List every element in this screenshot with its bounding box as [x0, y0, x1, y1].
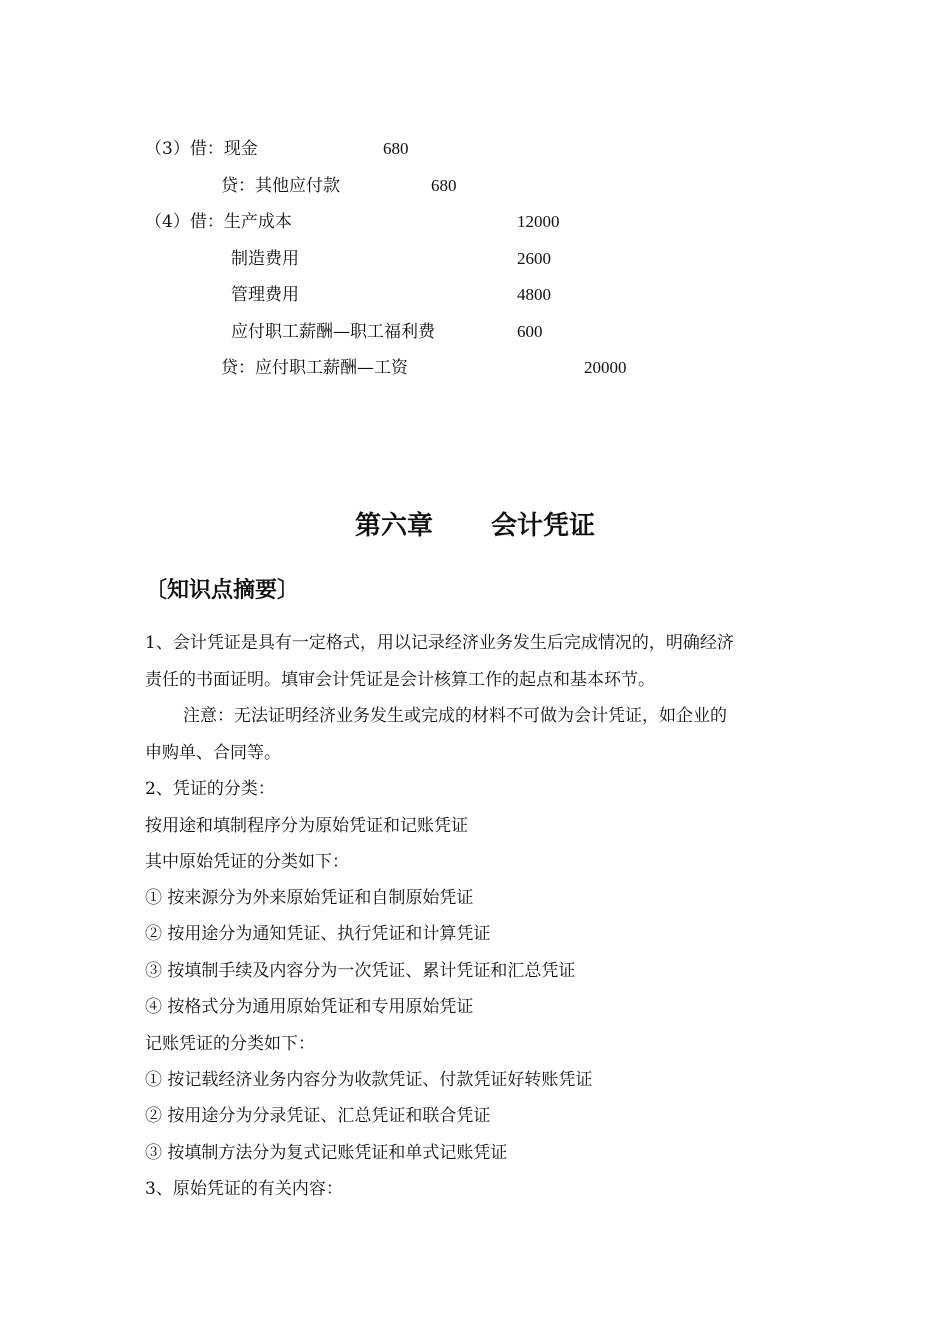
list-item: ③ 按填制手续及内容分为一次凭证、累计凭证和汇总凭证: [145, 961, 576, 981]
chapter-number: 第六章: [354, 511, 433, 541]
entry4-credit-label: 贷：应付职工薪酬—工资: [221, 358, 408, 378]
paragraph-line: 申购单、合同等。: [145, 743, 281, 763]
paragraph-line: 1、会计凭证是具有一定格式，用以记录经济业务发生后完成情况的，明确经济: [145, 633, 734, 653]
list-item: ① 按记载经济业务内容分为收款凭证、付款凭证好转账凭证: [145, 1070, 593, 1090]
entry4-debit-amount: 12000: [517, 212, 560, 231]
entry4-line-amount: 4800: [517, 285, 551, 304]
entry4-line-account: 制造费用: [231, 249, 299, 269]
paragraph-line: 2、凭证的分类：: [145, 779, 275, 799]
entry4-line-account: 管理费用: [231, 285, 299, 305]
list-item: ② 按用途分为分录凭证、汇总凭证和联合凭证: [145, 1106, 491, 1126]
paragraph-line: 注意：无法证明经济业务发生或完成的材料不可做为会计凭证，如企业的: [183, 706, 727, 726]
entry4-line-account: 应付职工薪酬—职工福利费: [231, 322, 435, 342]
section-title: 〔知识点摘要〕: [145, 578, 300, 603]
chapter-heading: [0, 508, 950, 544]
entry3-credit-label: 贷：其他应付款: [221, 176, 340, 196]
list-item: ② 按用途分为通知凭证、执行凭证和计算凭证: [145, 924, 491, 944]
paragraph-line: 记账凭证的分类如下：: [145, 1034, 315, 1054]
entry4-credit-amount: 20000: [584, 358, 627, 377]
entry4-line-amount: 600: [517, 322, 543, 341]
paragraph-line: 3、原始凭证的有关内容：: [145, 1179, 343, 1199]
list-item: ③ 按填制方法分为复式记账凭证和单式记账凭证: [145, 1143, 508, 1163]
entry3-debit-label: （3）借：现金: [145, 139, 258, 159]
entry4-debit-label: （4）借：生产成本: [145, 212, 292, 232]
paragraph-line: 责任的书面证明。填审会计凭证是会计核算工作的起点和基本环节。: [145, 670, 655, 690]
chapter-title: 会计凭证: [491, 511, 596, 541]
entry3-credit-amount: 680: [431, 176, 457, 195]
entry4-line-amount: 2600: [517, 249, 551, 268]
entry3-debit-amount: 680: [383, 139, 409, 158]
paragraph-line: 其中原始凭证的分类如下：: [145, 852, 349, 872]
paragraph-line: 按用途和填制程序分为原始凭证和记账凭证: [145, 816, 468, 836]
list-item: ① 按来源分为外来原始凭证和自制原始凭证: [145, 888, 474, 908]
list-item: ④ 按格式分为通用原始凭证和专用原始凭证: [145, 997, 474, 1017]
